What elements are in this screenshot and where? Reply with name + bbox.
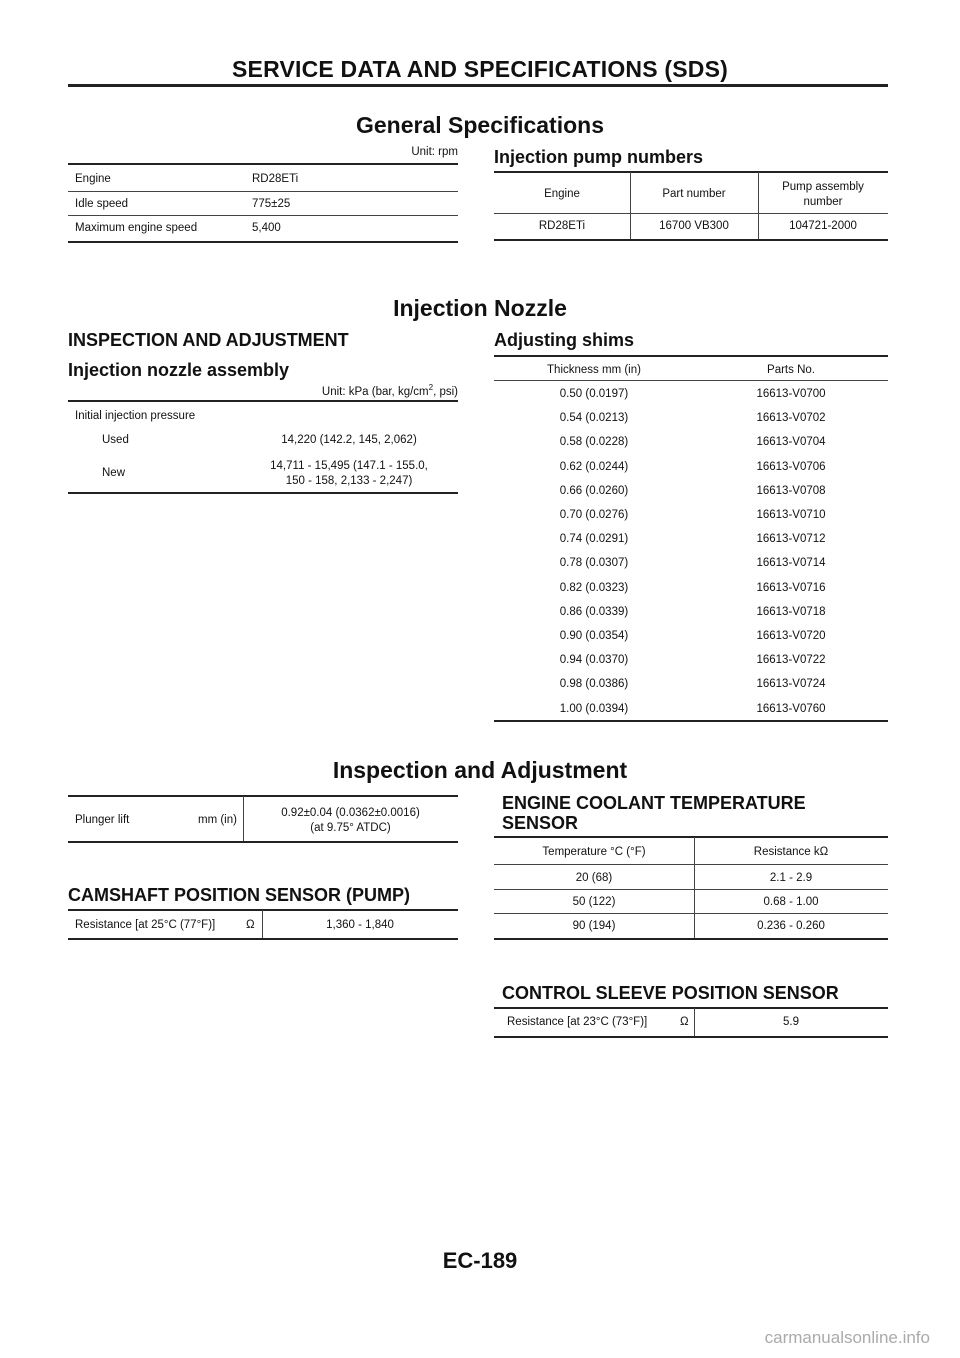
shim-thickness-value: 0.90 (0.0354)	[559, 630, 629, 642]
inspection-adjustment-title: Inspection and Adjustment	[332, 757, 628, 783]
shim-part-number-value: 16613-V0760	[756, 702, 826, 715]
camshaft-resistance-value: 1,360 - 1,840	[326, 919, 394, 931]
shim-thickness-value: 0.94 (0.0370)	[559, 654, 629, 667]
shim-part-number-value: 16613-V0720	[756, 630, 826, 642]
pump-header-assembly: Pump assembly	[782, 181, 864, 193]
coolant-table-bottom-rule	[494, 938, 888, 940]
shim-part-number-value: 16613-V0714	[756, 557, 826, 570]
plunger-table-bottom-rule	[68, 841, 458, 843]
coolant-resistance-value: 2.1 - 2.9	[769, 872, 813, 884]
shim-part-number-value: 16613-V0700	[756, 388, 826, 400]
sleeve-resistance-value: 5.9	[783, 1016, 799, 1028]
nozzle-unit	[68, 383, 458, 398]
coolant-temp-value: 50 (122)	[572, 896, 616, 908]
camshaft-sensor-title: CAMSHAFT POSITION SENSOR (PUMP)	[68, 885, 411, 905]
general-specifications-title: General Specifications	[356, 112, 604, 138]
pump-header-assembly-2: number	[803, 196, 843, 208]
used-value: 14,220 (142.2, 145, 2,062)	[281, 434, 417, 446]
coolant-sensor-title-line1: ENGINE COOLANT TEMPERATURE	[502, 793, 806, 813]
plunger-lift-unit: mm (in)	[198, 814, 237, 826]
coolant-resistance-value: 0.68 - 1.00	[763, 896, 819, 908]
nozzle-assembly-title: Injection nozzle assembly	[68, 360, 290, 380]
shim-part-number-value: 16613-V0716	[756, 581, 826, 594]
adjusting-shims-title: Adjusting shims	[494, 330, 635, 350]
general-unit: Unit: rpm	[411, 146, 458, 158]
coolant-sensor-title-line2: SENSOR	[502, 813, 579, 833]
coolant-resistance-value: 0.236 - 0.260	[757, 920, 825, 932]
new-label: New	[102, 467, 126, 479]
control-sleeve-title: CONTROL SLEEVE POSITION SENSOR	[502, 983, 839, 1003]
general-row-value: 775±25	[252, 198, 291, 210]
general-row-label: Idle speed	[75, 198, 129, 210]
row-divider	[68, 215, 458, 216]
shim-thickness-value: 0.66 (0.0260)	[559, 484, 629, 497]
nozzle-inspection-subtitle: INSPECTION AND ADJUSTMENT	[68, 330, 349, 350]
general-row-label: Maximum engine speed	[75, 222, 198, 234]
shims-header-thickness: Thickness mm (in)	[547, 364, 641, 376]
row-divider	[494, 889, 888, 890]
sleeve-table-bottom-rule	[494, 1036, 888, 1038]
camshaft-table-bottom-rule	[68, 938, 458, 940]
shim-part-number-value: 16613-V0710	[756, 509, 826, 521]
shim-thickness-value: 0.54 (0.0213)	[559, 412, 629, 425]
shim-thickness-value: 0.70 (0.0276)	[559, 509, 629, 521]
shims-header-parts: Parts No.	[767, 364, 815, 376]
shim-part-number-value: 16613-V0722	[756, 654, 826, 667]
shim-thickness-value: 0.82 (0.0323)	[559, 581, 629, 594]
sleeve-ohm-unit: Ω	[680, 1016, 689, 1028]
general-row-label: Engine	[75, 173, 111, 185]
shim-part-number-value: 16613-V0718	[756, 605, 826, 618]
used-label: Used	[102, 434, 129, 446]
shim-part-number-value: 16613-V0724	[756, 678, 826, 691]
page-code: EC-189	[442, 1248, 518, 1273]
general-row-value: RD28ETi	[252, 173, 299, 185]
camshaft-resistance-label: Resistance [at 25°C (77°F)]	[75, 919, 216, 931]
pump-numbers-title: Injection pump numbers	[494, 147, 704, 167]
shim-thickness-value: 0.86 (0.0339)	[559, 605, 629, 618]
shim-part-number-value: 16613-V0708	[756, 484, 826, 497]
shim-thickness-value: 0.98 (0.0386)	[559, 678, 629, 691]
shim-thickness-value: 0.58 (0.0228)	[559, 436, 629, 449]
pump-header-engine: Engine	[544, 188, 580, 200]
watermark: carmanualsonline.info	[764, 1328, 930, 1347]
injection-nozzle-title: Injection Nozzle	[393, 295, 567, 321]
pump-assembly-number-value: 104721-2000	[789, 220, 857, 232]
coolant-temp-value: 20 (68)	[575, 872, 613, 884]
shim-thickness-value: 1.00 (0.0394)	[559, 702, 629, 715]
camshaft-ohm-unit: Ω	[246, 919, 255, 931]
nozzle-table-top-rule	[68, 400, 458, 402]
shim-thickness-value: 0.50 (0.0197)	[559, 388, 629, 400]
shim-part-number-value: 16613-V0704	[756, 436, 826, 449]
general-row-value: 5,400	[252, 222, 281, 234]
nozzle-unit-prefix: Unit: kPa (bar, kg/cm	[321, 385, 429, 398]
camshaft-table-top-rule	[68, 909, 458, 911]
row-divider	[494, 913, 888, 914]
shim-part-number-value: 16613-V0702	[756, 412, 826, 425]
coolant-table-top-rule	[494, 836, 888, 838]
shims-table-bottom-rule	[494, 720, 888, 722]
plunger-lift-label: Plunger lift	[75, 814, 130, 826]
plunger-table-top-rule	[68, 795, 458, 797]
sleeve-resistance-label: Resistance [at 23°C (73°F)]	[507, 1016, 648, 1028]
new-value-line1: 14,711 - 15,495 (147.1 - 155.0,	[270, 460, 428, 472]
shim-part-number-value: 16613-V0706	[756, 460, 826, 473]
pump-header-part-number: Part number	[662, 188, 726, 200]
nozzle-unit-suffix: , psi)	[433, 385, 458, 398]
shim-part-number-value: 16613-V0712	[756, 533, 826, 546]
initial-pressure-label: Initial injection pressure	[75, 410, 196, 422]
nozzle-unit-sup: 2	[428, 383, 434, 392]
general-table-bottom-rule	[68, 241, 458, 243]
nozzle-table-bottom-rule	[68, 492, 458, 494]
row-divider	[494, 380, 888, 381]
shims-table-top-rule	[494, 355, 888, 357]
pump-table-top-rule	[494, 171, 888, 173]
pump-table-bottom-rule	[494, 239, 888, 241]
coolant-temp-value: 90 (194)	[572, 920, 616, 932]
shim-thickness-value: 0.78 (0.0307)	[559, 557, 629, 570]
page-header-title: SERVICE DATA AND SPECIFICATIONS (SDS)	[232, 56, 728, 82]
general-table-top-rule	[68, 163, 458, 165]
coolant-header-resistance: Resistance kΩ	[753, 846, 829, 858]
coolant-header-temperature: Temperature °C (°F)	[542, 846, 646, 858]
plunger-lift-value-line2: (at 9.75° ATDC)	[310, 822, 391, 834]
new-value-line2: 150 - 158, 2,133 - 2,247)	[285, 475, 413, 487]
pump-part-number-value: 16700 VB300	[659, 220, 729, 232]
pump-engine-value: RD28ETi	[538, 220, 586, 232]
shim-thickness-value: 0.74 (0.0291)	[559, 533, 629, 546]
row-divider	[494, 213, 888, 214]
row-divider	[68, 191, 458, 192]
shim-thickness-value: 0.62 (0.0244)	[559, 460, 629, 473]
sleeve-table-top-rule	[494, 1007, 888, 1009]
plunger-lift-value-line1: 0.92±0.04 (0.0362±0.0016)	[281, 807, 420, 819]
header-rule	[68, 84, 888, 87]
row-divider	[494, 864, 888, 865]
